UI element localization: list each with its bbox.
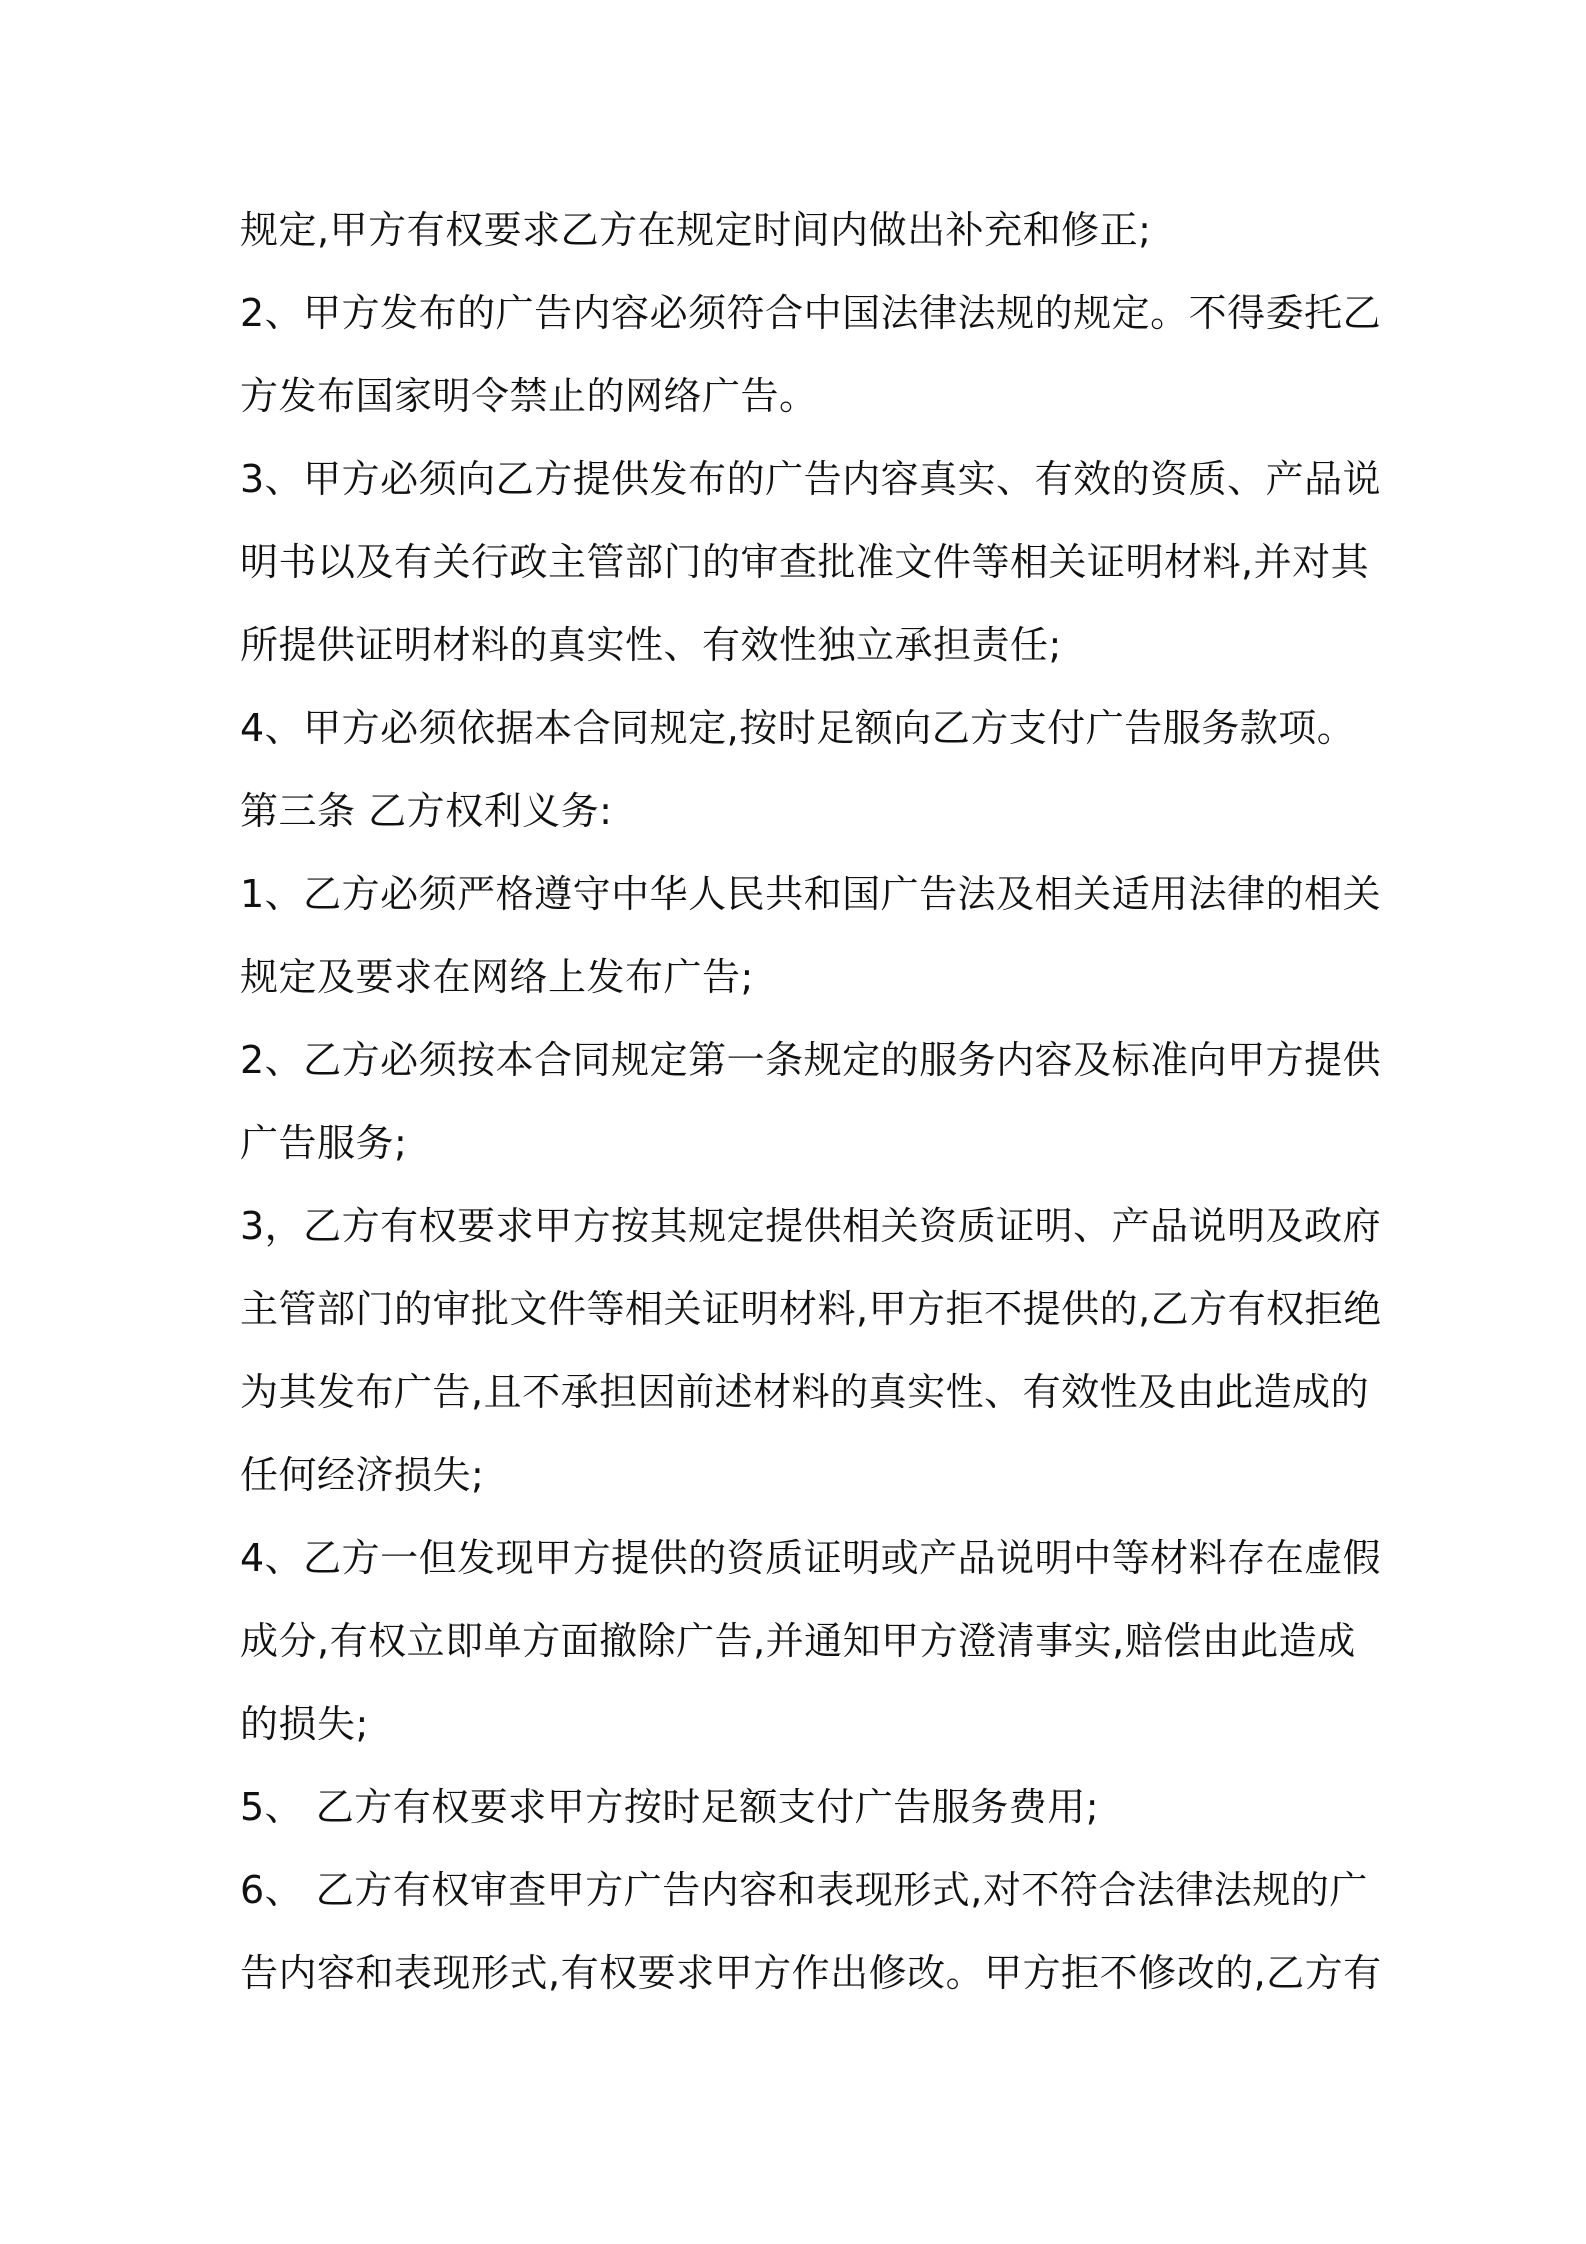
text-line: 6、 乙方有权审查甲方广告内容和表现形式,对不符合法律法规的广 bbox=[240, 1868, 1368, 1912]
text-line: 主管部门的审批文件等相关证明材料,甲方拒不提供的,乙方有权拒绝 bbox=[240, 1287, 1382, 1331]
text-line: 4、甲方必须依据本合同规定,按时足额向乙方支付广告服务款项。 bbox=[240, 706, 1356, 750]
text-line: 规定,甲方有权要求乙方在规定时间内做出补充和修正; bbox=[240, 208, 1152, 252]
text-line: 的损失; bbox=[240, 1702, 369, 1746]
text-line: 所提供证明材料的真实性、有效性独立承担责任; bbox=[240, 623, 1062, 667]
text-line: 2、甲方发布的广告内容必须符合中国法律法规的规定。不得委托乙 bbox=[240, 291, 1382, 335]
text-line: 告内容和表现形式,有权要求甲方作出修改。甲方拒不修改的,乙方有 bbox=[240, 1951, 1382, 1995]
text-line: 4、乙方一但发现甲方提供的资质证明或产品说明中等材料存在虚假 bbox=[240, 1536, 1382, 1580]
text-line: 广告服务; bbox=[240, 1121, 408, 1165]
text-line: 方发布国家明令禁止的网络广告。 bbox=[240, 374, 818, 418]
text-line: 成分,有权立即单方面撤除广告,并通知甲方澄清事实,赔偿由此造成 bbox=[240, 1619, 1356, 1663]
text-line: 5、 乙方有权要求甲方按时足额支付广告服务费用; bbox=[240, 1785, 1100, 1829]
text-line: 3、甲方必须向乙方提供发布的广告内容真实、有效的资质、产品说 bbox=[240, 457, 1382, 501]
text-line: 明书以及有关行政主管部门的审查批准文件等相关证明材料,并对其 bbox=[240, 540, 1370, 584]
section-heading: 第三条 乙方权利义务: bbox=[240, 789, 613, 833]
text-line: 1、乙方必须严格遵守中华人民共和国广告法及相关适用法律的相关 bbox=[240, 872, 1382, 916]
text-line: 2、乙方必须按本合同规定第一条规定的服务内容及标准向甲方提供 bbox=[240, 1038, 1382, 1082]
text-line: 任何经济损失; bbox=[240, 1453, 485, 1497]
text-line: 规定及要求在网络上发布广告; bbox=[240, 955, 754, 999]
text-line: 3，乙方有权要求甲方按其规定提供相关资质证明、产品说明及政府 bbox=[240, 1204, 1382, 1248]
text-line: 为其发布广告,且不承担因前述材料的真实性、有效性及由此造成的 bbox=[240, 1370, 1370, 1414]
